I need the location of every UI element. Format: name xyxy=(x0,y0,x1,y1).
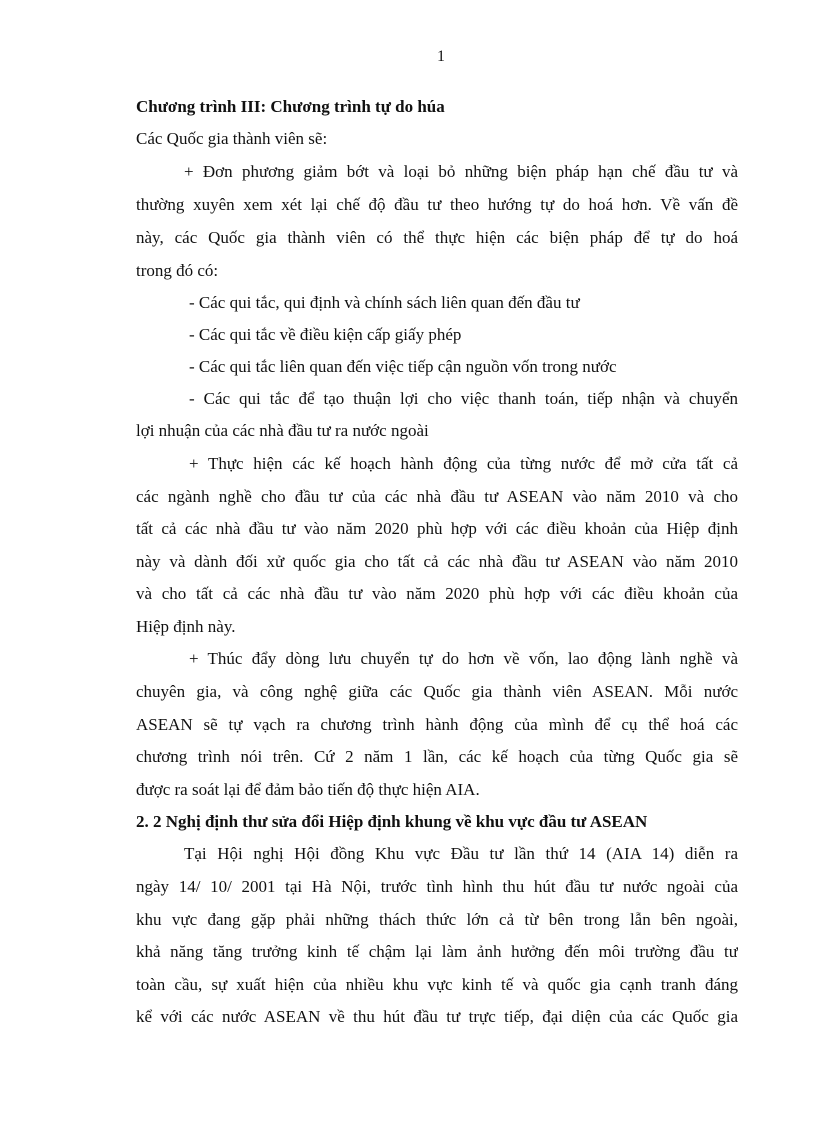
text-line: Hiệp định này. xyxy=(136,617,236,636)
text-line: ngày 14/ 10/ 2001 tại Hà Nội, trước tình hình thu hút đầu tư nước ngoài của xyxy=(136,877,738,896)
text-line: toàn cầu, sự xuất hiện của nhiều khu vực kinh tế và quốc gia cạnh tranh đáng xyxy=(136,975,738,994)
text-line: lợi nhuận của các nhà đầu tư ra nước ngoài xyxy=(136,421,429,440)
text-line: được ra soát lại để đảm bảo tiến độ thực hiện AIA. xyxy=(136,780,480,799)
text-line: khu vực đang gặp phải những thách thức lớn cả từ bên trong lẫn bên ngoài, xyxy=(136,910,738,929)
text-line: trong đó có: xyxy=(136,261,219,280)
text-line: + Đơn phương giảm bớt và loại bỏ những biện pháp hạn chế đầu tư và xyxy=(184,162,738,181)
text-line: này, các Quốc gia thành viên có thể thực hiện các biện pháp để tự do hoá xyxy=(136,228,738,247)
text-line: chương trình nói trên. Cứ 2 năm 1 lần, các kế hoạch của từng Quốc gia sẽ xyxy=(136,747,738,766)
text-line: khả năng tăng trưởng kinh tế chậm lại làm ảnh hưởng đến môi trường đầu tư xyxy=(136,942,738,961)
text-line: + Thúc đẩy dòng lưu chuyển tự do hơn về vốn, lao động lành nghề và xyxy=(189,649,738,668)
text-line: thường xuyên xem xét lại chế độ đầu tư theo hướng tự do hoá hơn. Về vấn đề xyxy=(136,195,738,214)
text-line: chuyên gia, và công nghệ giữa các Quốc gia thành viên ASEAN. Mỗi nước xyxy=(136,682,738,701)
text-line: ASEAN sẽ tự vạch ra chương trình hành động của mình để cụ thể hoá các xyxy=(136,715,738,734)
text-line: và cho tất cả các nhà đầu tư vào năm 2020 phù hợp với các điều khoản của xyxy=(136,584,738,603)
section-heading: Chương trình III: Chương trình tự do húa xyxy=(136,97,445,116)
text-line: - Các qui tắc liên quan đến việc tiếp cận nguồn vốn trong nước xyxy=(189,357,617,376)
text-line: này và dành đối xử quốc gia cho tất cả các nhà đầu tư ASEAN vào năm 2010 xyxy=(136,552,738,571)
text-line: - Các qui tắc về điều kiện cấp giấy phép xyxy=(189,325,462,344)
text-line: - Các qui tắc để tạo thuận lợi cho việc thanh toán, tiếp nhận và chuyển xyxy=(189,389,738,408)
page-number: 1 xyxy=(437,48,445,65)
text-line: kể với các nước ASEAN về thu hút đầu tư trực tiếp, đại diện của các Quốc gia xyxy=(136,1007,738,1026)
text-line: + Thực hiện các kế hoạch hành động của từng nước để mở cửa tất cả xyxy=(189,454,738,473)
text-line: Tại Hội nghị Hội đồng Khu vực Đầu tư lần thứ 14 (AIA 14) diễn ra xyxy=(184,844,738,863)
section-heading: 2. 2 Nghị định thư sửa đổi Hiệp định khung về khu vực đầu tư ASEAN xyxy=(136,812,648,831)
text-line: các ngành nghề cho đầu tư của các nhà đầu tư ASEAN vào năm 2010 và cho xyxy=(136,487,738,506)
text-line: - Các qui tắc, qui định và chính sách liên quan đến đầu tư xyxy=(189,293,580,312)
text-line: tất cả các nhà đầu tư vào năm 2020 phù hợp với các điều khoản của Hiệp định xyxy=(136,519,738,538)
text-line: Các Quốc gia thành viên sẽ: xyxy=(136,129,328,148)
